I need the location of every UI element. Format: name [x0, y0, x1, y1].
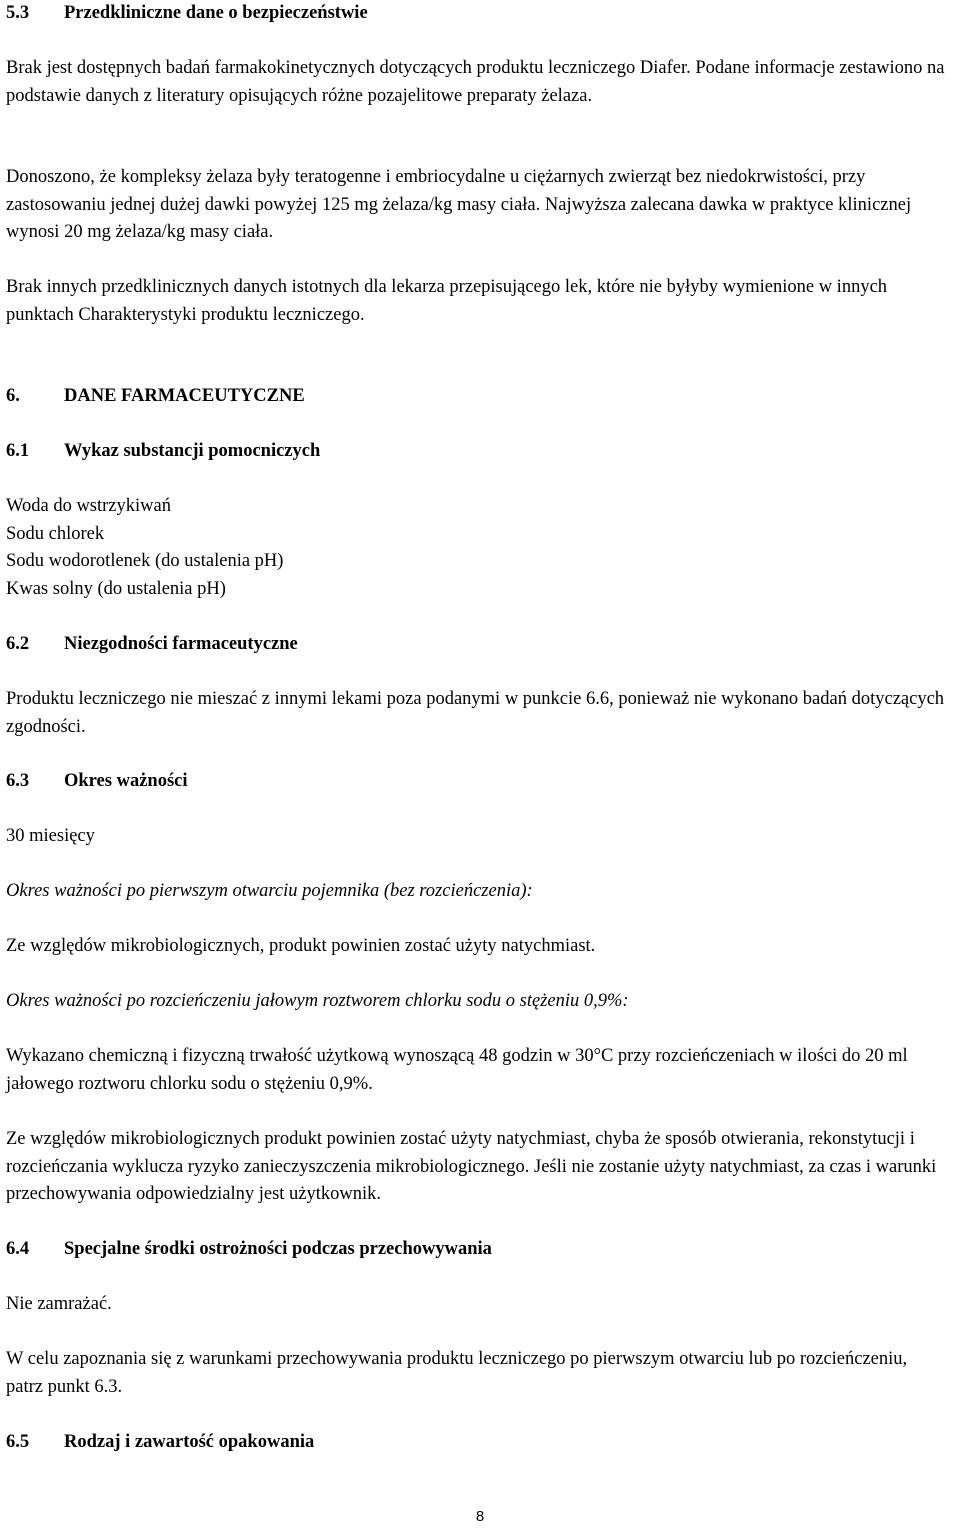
section-6-3-paragraph-4: [6, 1126, 946, 1209]
paragraph: 30 miesięcy: [6, 826, 95, 846]
paragraph: Brak jest dostępnych badań farmakokinetycznych dotyczących produktu leczniczego Diafer. Podane informacje zestawiono na podstawie danych z literatury opisujących różne pozajelitowe preparaty żelaza.: [6, 58, 945, 106]
section-title: Niezgodności farmaceutyczne: [64, 634, 298, 654]
shelf-life-subheading-2: [6, 988, 946, 1016]
section-number: 6.: [6, 386, 20, 406]
section-title: DANE FARMACEUTYCZNE: [64, 386, 305, 406]
section-6-2-paragraph: [6, 686, 946, 741]
section-6-3-paragraph-2: [6, 933, 946, 961]
section-5-3-heading: [6, 0, 946, 28]
italic-subheading: Okres ważności po pierwszym otwarciu pojemnika (bez rozcieńczenia):: [6, 881, 533, 901]
section-6-heading: [6, 383, 946, 411]
section-number: 6.4: [6, 1239, 30, 1259]
paragraph: Ze względów mikrobiologicznych, produkt powinien zostać użyty natychmiast.: [6, 936, 596, 956]
section-number: 6.5: [6, 1432, 30, 1452]
section-number: 5.3: [6, 3, 30, 23]
section-5-3-paragraph-2: [6, 164, 946, 247]
section-6-3-heading: [6, 768, 946, 796]
section-title: Okres ważności: [64, 771, 188, 791]
section-number: 6.3: [6, 771, 30, 791]
section-title: Rodzaj i zawartość opakowania: [64, 1432, 315, 1452]
shelf-life-subheading-1: [6, 878, 946, 906]
paragraph: Nie zamrażać.: [6, 1294, 112, 1314]
list-item: Sodu chlorek: [6, 523, 105, 544]
section-6-4-paragraph-1: [6, 1291, 946, 1319]
page-number: 8: [475, 1508, 485, 1525]
list-item: Woda do wstrzykiwań: [6, 496, 171, 516]
section-6-3-paragraph-3: [6, 1043, 946, 1098]
paragraph: Wykazano chemiczną i fizyczną trwałość użytkową wynoszącą 48 godzin w 30°C przy rozcieńczeniach w ilości do 20 ml jałowego roztworu chlorku sodu o stężeniu 0,9%.: [6, 1046, 908, 1094]
paragraph: W celu zapoznania się z warunkami przechowywania produktu leczniczego po pierwszym otwarciu lub po rozcieńczeniu, patrz punkt 6.3.: [6, 1349, 908, 1397]
list-item: Sodu wodorotlenek (do ustalenia pH): [6, 551, 284, 571]
section-6-4-paragraph-2: [6, 1346, 946, 1401]
paragraph: Donoszono, że kompleksy żelaza były teratogenne i embriocydalne u ciężarnych zwierząt bez niedokrwistości, przy zastosowaniu jednej dużej dawki powyżej 125 mg żelaza/kg masy ciała. Najwyższa zalecana dawka w praktyce klinicznej wynosi 20 mg żelaza/kg masy ciała.: [6, 167, 912, 242]
paragraph: Produktu leczniczego nie mieszać z innymi lekami poza podanymi w punkcie 6.6, ponieważ nie wykonano badań dotyczących zgodności.: [6, 689, 945, 737]
section-6-2-heading: [6, 631, 946, 659]
paragraph: Brak innych przedklinicznych danych istotnych dla lekarza przepisującego lek, które nie byłyby wymienione w innych punktach Charakterystyki produktu leczniczego.: [6, 277, 888, 325]
section-number: 6.1: [6, 441, 30, 461]
section-title: Wykaz substancji pomocniczych: [64, 441, 321, 461]
list-item: Kwas solny (do ustalenia pH): [6, 578, 226, 599]
shelf-life-value: [6, 823, 946, 851]
section-title: Przedkliniczne dane o bezpieczeństwie: [64, 3, 368, 23]
section-5-3-paragraph-3: [6, 274, 946, 329]
excipients-list: [6, 493, 946, 603]
section-5-3-paragraph-1: [6, 55, 946, 110]
italic-subheading: Okres ważności po rozcieńczeniu jałowym roztworem chlorku sodu o stężeniu 0,9%:: [6, 991, 629, 1011]
section-number: 6.2: [6, 634, 30, 654]
section-6-1-heading: [6, 438, 946, 466]
paragraph: Ze względów mikrobiologicznych produkt powinien zostać użyty natychmiast, chyba że sposób otwierania, rekonstytucji i rozcieńczania wyklucza ryzyko zanieczyszczenia mikrobiologicznego. Jeśli nie zostanie użyty natychmiast, za czas i warunki przechowywania odpowiedzialny jest użytkownik.: [6, 1129, 937, 1204]
section-title: Specjalne środki ostrożności podczas przechowywania: [64, 1239, 492, 1259]
section-6-4-heading: [6, 1236, 946, 1264]
section-6-5-heading: [6, 1429, 946, 1457]
